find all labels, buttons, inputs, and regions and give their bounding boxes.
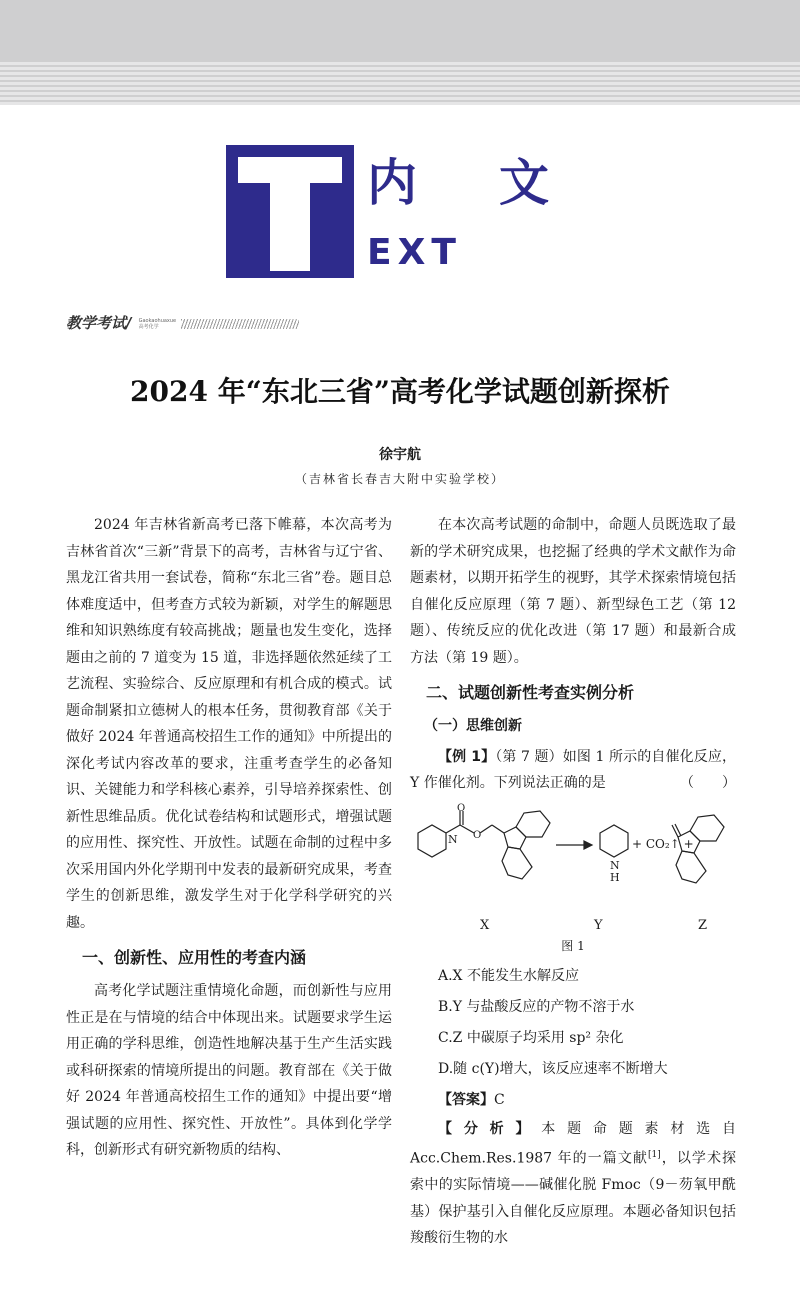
svg-text:H: H (610, 870, 620, 884)
analysis: 【分析】本题命题素材选自 Acc.Chem.Res.1987 年的一篇文献[1]，以学术探索中的实际情境——碱催化脱 Fmoc（9－芴氧甲酰基）保护基引入自催化反应原理。本题必备知识包括羧酸衍生物的水 (410, 1120, 737, 1247)
section-label: 教学考试/ Gaokaohuaxue 高考化学 (66, 312, 299, 333)
fig-products: + CO₂↑ + (632, 836, 694, 851)
paragraph: 2024 年吉林省新高考已落下帷幕，本次高考为吉林省首次“三新”背景下的高考，吉林省与辽宁省、黑龙江省共用一套试卷，简称“东北三省”卷。题目总体难度适中，但考查方式较为新颖，对学生的解题思维和知识熟练度有较高挑战；题量也发生变化，选择题由之前的 7 道变为 15 道，非选择题依然延续了工艺流程、实验综合、反应原理和有机合成的模式。试题命制紧扣立德树人的根本任务，贯彻教育部《关于做好 2024 年普通高校招生工作的通知》中所提出的深化考试内容改革的要求，注重考查学生的必备知识、关键能力和学科核心素养，引导培养探索性、创新性思维品质。优化试卷结构和试题形式，增强试题的应用性、探究性、开放性。试题在命制的过程中多次采用国内外化学期刊中发表的最新研究成果，考查学生的创新思维，激发学生对于化学科学研究的兴趣。 (66, 517, 392, 931)
fig-label-y: Y (594, 917, 603, 933)
svg-text:O: O (473, 829, 482, 841)
article-author: 徐宇航 (379, 447, 421, 463)
option-b: B.Y 与盐酸反应的产物不溶于水 (438, 998, 635, 1015)
answer: 【答案】C (438, 1091, 505, 1108)
right-column (410, 512, 736, 1252)
subsection-heading: （一）思维创新 (424, 718, 522, 734)
svg-text:N: N (448, 832, 458, 846)
header-title-cn: 内 文 (367, 154, 551, 212)
svg-text:O: O (457, 802, 466, 814)
paragraph: 高考化学试题注重情境化命题，而创新性与应用性正是在与情境的结合中体现出来。试题要求学生运用正确的学科思维，创造性地解决基于生产生活实践或科研探索的情境所提出的问题。教育部在《关于做好 2024 年普通高校招生工作的通知》中提出要“增强试题的应用性、探究性、开放性”。具体到化学学科，创新形式有研究新物质的结构、 (66, 983, 392, 1158)
section-sub: Gaokaohuaxue 高考化学 (138, 317, 177, 330)
fig-label-z: Z (698, 917, 708, 933)
fig-label-x: X (480, 917, 490, 933)
figure-caption: 图 1 (561, 938, 585, 953)
article-affiliation: （吉林省长春吉大附中实验学校） (294, 472, 505, 486)
paragraph: 在本次高考试题的命制中，命题人员既选取了最新的学术研究成果，也挖掘了经典的学术文献作为命题素材，以期开拓学生的视野，其学术探索情境包括自催化反应原理（第 7 题）、新型绿色工艺（第 12 题）、传统反应的优化改进（第 17 题）和最新合成方法（第 19 题）。 (410, 517, 736, 666)
svg-text:N: N (610, 858, 620, 872)
option-d: D.随 c(Y)增大，该反应速率不断增大 (438, 1060, 668, 1077)
reaction-scheme-diagram (410, 803, 736, 933)
header-title-en: EXT (367, 232, 462, 273)
t-letter-icon (226, 145, 354, 278)
option-c: C.Z 中碳原子均采用 sp² 杂化 (438, 1029, 624, 1046)
header-band (0, 0, 800, 105)
reaction-figure (410, 803, 736, 933)
option-a: A.X 不能发生水解反应 (438, 967, 579, 984)
example-question: 【例 1】（第 7 题）如图 1 所示的自催化反应，Y 作催化剂。下列说法正确的是 （ ） (410, 748, 736, 791)
section-heading: 一、创新性、应用性的考查内涵 (82, 948, 307, 967)
hatch-decoration (181, 319, 299, 329)
big-t-logo (226, 145, 354, 278)
section-heading: 二、试题创新性考查实例分析 (426, 683, 635, 702)
left-column (66, 512, 392, 1164)
article-title: 2024 年“东北三省”高考化学试题创新探析 (130, 375, 670, 408)
